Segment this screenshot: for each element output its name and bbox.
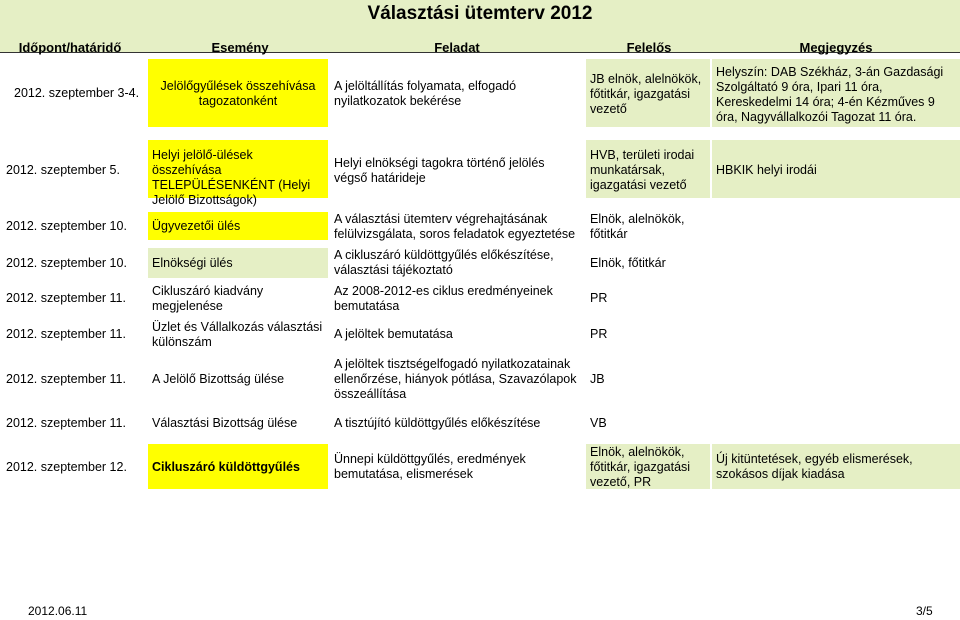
row9-note: Új kitüntetések, egyéb elismerések, szokásos díjak kiadása (716, 452, 913, 481)
row3-task: A választási ütemterv végrehajtásának felülvizsgálata, soros feladatok egyeztetése (334, 212, 576, 241)
row9-task: Ünnepi küldöttgyűlés, eredmények bemutatása, elismerések (334, 452, 526, 481)
row7-event: A Jelölő Bizottság ülése (152, 372, 285, 386)
row2-responsible: HVB, területi irodai munkatársak, igazgatási vezető (590, 148, 695, 192)
row2-event: Helyi jelölő-ülések összehívása TELEPÜLÉSENKÉNT (Helyi Jelölő Bizottságok) (152, 148, 311, 207)
row1-responsible: JB elnök, alelnökök, főtitkár, igazgatási vezető (590, 72, 702, 116)
header-task: Feladat (434, 40, 480, 55)
row8-event: Választási Bizottság ülése (152, 416, 298, 430)
row8-task: A tisztújító küldöttgyűlés előkészítése (334, 416, 541, 430)
row2-date: 2012. szeptember 5. (6, 163, 120, 177)
row4-task: A cikluszáró küldöttgyűlés előkészítése, választási tájékoztató (334, 248, 554, 277)
row1-task: A jelöltállítás folyamata, elfogadó nyilatkozatok bekérése (334, 79, 517, 108)
row4-responsible: Elnök, főtitkár (590, 256, 666, 270)
row5-date: 2012. szeptember 11. (6, 291, 126, 305)
row3-responsible: Elnök, alelnökök, főtitkár (590, 212, 685, 241)
row8-responsible: VB (590, 416, 607, 430)
row5-event: Cikluszáró kiadvány megjelenése (152, 284, 264, 313)
row7-task: A jelöltek tisztségelfogadó nyilatkozatainak ellenőrzése, hiányok pótlása, Szavazólapok összeállítása (334, 357, 577, 401)
row4-date: 2012. szeptember 10. (6, 256, 127, 270)
row3-event: Ügyvezetői ülés (152, 219, 241, 233)
row1-note: Helyszín: DAB Székház, 3-án Gazdasági Szolgáltató 9 óra, Ipari 11 óra, Kereskedelmi 14 óra; 4-én Kézműves 9 óra, Nagyvállalkozói Tagozat 11 óra. (716, 65, 944, 124)
row5-task: Az 2008-2012-es ciklus eredményeinek bemutatása (334, 284, 553, 313)
row2-note: HBKIK helyi irodái (716, 163, 817, 177)
row8-date: 2012. szeptember 11. (6, 416, 126, 430)
row3-date: 2012. szeptember 10. (6, 219, 127, 233)
row7-responsible: JB (590, 372, 605, 386)
row1-date: 2012. szeptember 3-4. (14, 86, 140, 100)
header-event: Esemény (211, 40, 269, 55)
row6-date: 2012. szeptember 11. (6, 327, 126, 341)
header-note: Megjegyzés (799, 40, 873, 55)
footer-page: 3/5 (916, 604, 933, 618)
row9-responsible: Elnök, alelnökök, főtitkár, igazgatási vezető, PR (590, 445, 691, 489)
header-date: Időpont/határidő (18, 40, 122, 55)
row7-date: 2012. szeptember 11. (6, 372, 126, 386)
row4-event: Elnökségi ülés (152, 256, 233, 270)
row9-date: 2012. szeptember 12. (6, 460, 127, 474)
row2-task: Helyi elnökségi tagokra történő jelölés végső határideje (334, 156, 545, 185)
row9-event: Cikluszáró küldöttgyűlés (152, 460, 300, 474)
row5-responsible: PR (590, 291, 608, 305)
footer-date: 2012.06.11 (28, 604, 88, 618)
row1-event: Jelölőgyűlések összehívása tagozatonként (160, 79, 316, 108)
row6-responsible: PR (590, 327, 608, 341)
page-title: Választási ütemterv 2012 (367, 3, 593, 24)
header-responsible: Felelős (626, 40, 672, 55)
row6-task: A jelöltek bemutatása (334, 327, 453, 341)
row6-event: Üzlet és Vállalkozás választási különszám (152, 320, 323, 349)
